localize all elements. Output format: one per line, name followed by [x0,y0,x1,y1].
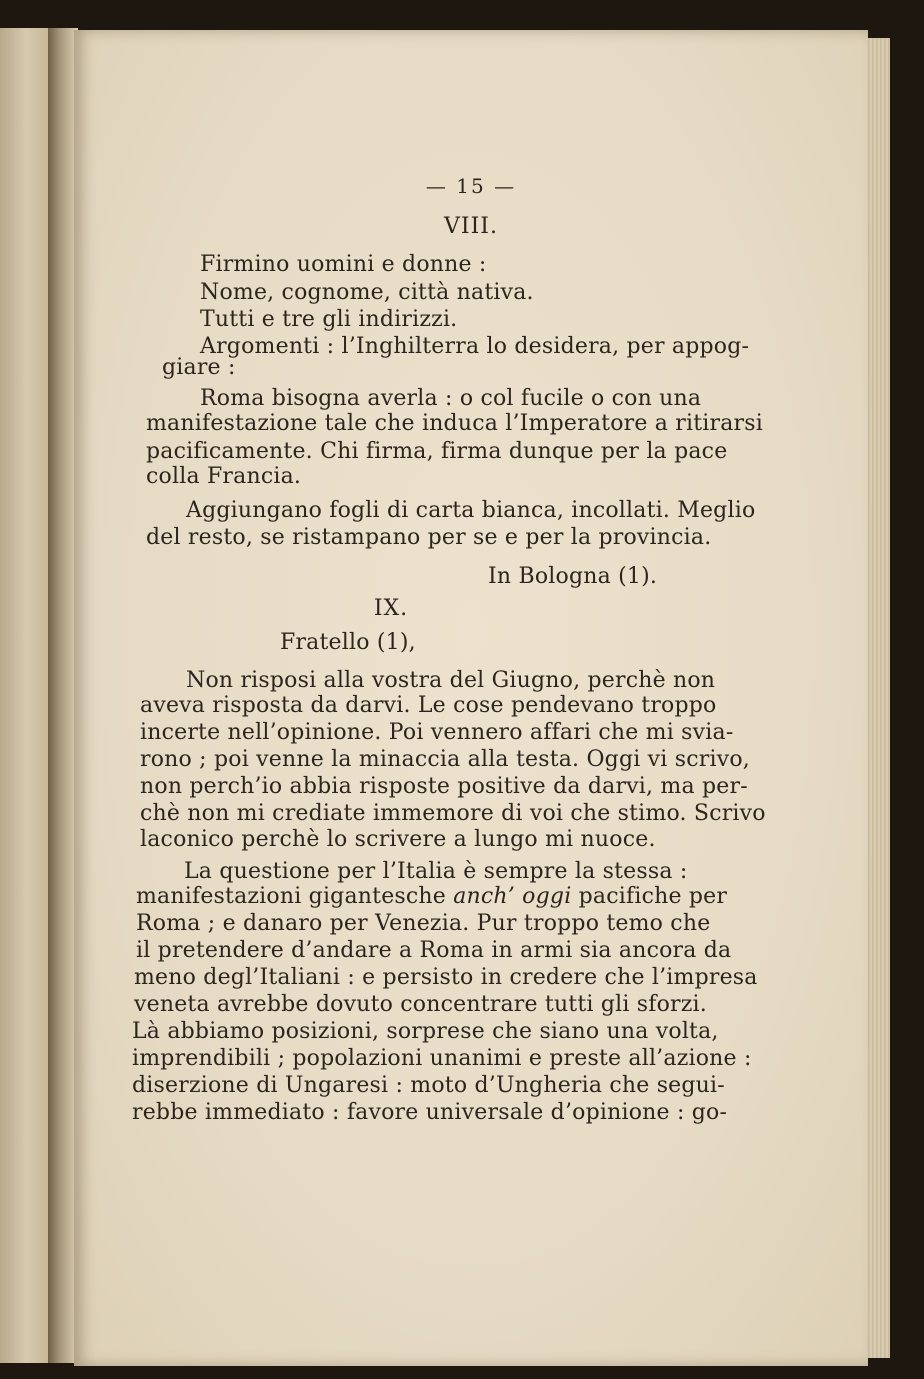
text-line: rebbe immediato : favore universale d’opinione : go- [132,1100,728,1125]
text-line: La questione per l’Italia è sempre la stessa : [184,859,688,884]
text-line: il pretendere d’andare a Roma in armi sia ancora da [136,938,732,963]
text-line: Tutti e tre gli indirizzi. [200,307,458,332]
text-line: non perch’io abbia risposte positive da darvi, ma per- [140,774,748,799]
text-line: rono ; poi venne la minaccia alla testa. Oggi vi scrivo, [140,747,750,772]
text-line: Non risposi alla vostra del Giugno, perchè non [186,668,716,693]
italic-phrase: anch’ oggi [453,884,572,909]
text-segment: pacifiche per [578,884,728,909]
text-line: Argomenti : l’Inghilterra lo desidera, per appog- [200,334,750,359]
text-line: Là abbiamo posizioni, sorprese che siano una volta, [132,1019,719,1044]
page-number: — 15 — [425,174,517,198]
section-heading-ix: IX. [373,596,409,621]
text-line: Roma ; e danaro per Venezia. Pur troppo temo che [136,911,711,936]
text-line: aveva risposta da darvi. Le cose pendevano troppo [140,693,717,718]
salutation: Fratello (1), [280,630,416,655]
text-line: laconico perchè lo scrivere a lungo mi nuoce. [140,827,656,852]
text-line: giare : [162,355,236,380]
text-line: chè non mi crediate immemore di voi che stimo. Scrivo [140,801,766,826]
text-line: incerte nell’opinione. Poi vennero affari che mi svia- [140,720,734,745]
signature-line: In Bologna (1). [488,564,658,589]
text-line: Aggiungano fogli di carta bianca, incollati. Meglio [186,498,756,523]
text-line: colla Francia. [146,464,302,489]
text-line: pacificamente. Chi firma, firma dunque per la pace [146,439,728,464]
text-line: manifestazione tale che induca l’Imperatore a ritirarsi [146,411,763,436]
text-line: diserzione di Ungaresi : moto d’Ungheria che segui- [132,1073,725,1098]
text-line: imprendibili ; popolazioni unanimi e preste all’azione : [132,1046,752,1071]
text-line: Roma bisogna averla : o col fucile o con una [200,386,702,411]
text-segment: manifestazioni gigantesche [136,884,447,909]
text-line: Nome, cognome, città nativa. [200,280,534,305]
section-heading-viii: VIII. [444,214,498,239]
book-page [74,30,868,1366]
text-line: veneta avrebbe dovuto concentrare tutti gli sforzi. [134,992,707,1017]
text-line: del resto, se ristampano per se e per la provincia. [146,525,712,550]
text-line: meno degl’Italiani : e persisto in credere che l’impresa [134,965,758,990]
text-line-with-italic [136,884,727,910]
previous-page-edge [0,28,49,1363]
text-line: Firmino uomini e donne : [200,252,487,277]
